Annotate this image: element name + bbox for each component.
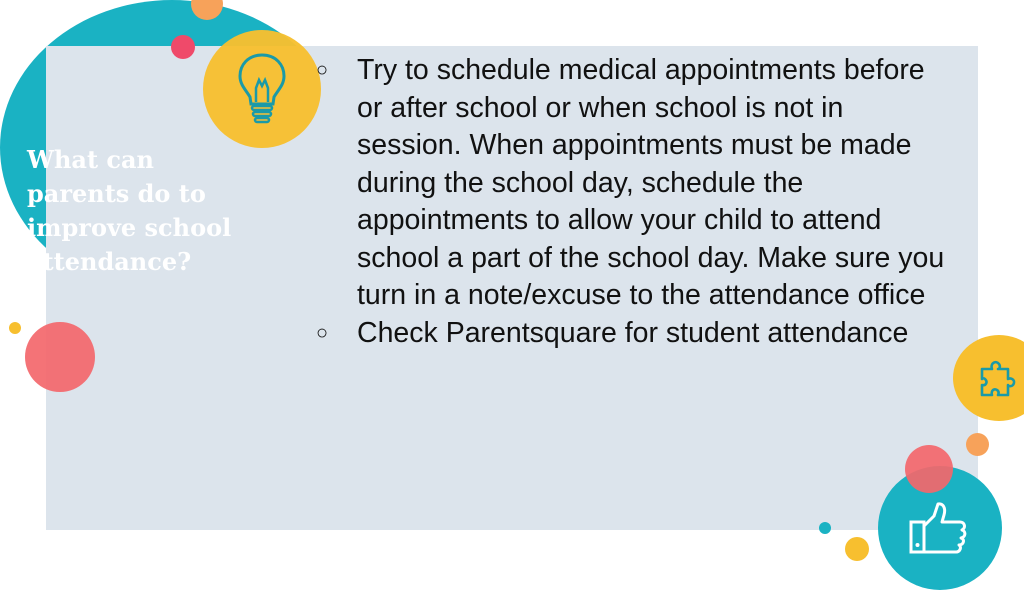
bullet-text: Check Parentsquare for student attendance — [357, 316, 909, 349]
lightbulb-icon — [236, 52, 288, 126]
thumbs-up-icon — [908, 500, 972, 556]
list-item — [310, 52, 950, 315]
decor-circle-coral-left — [25, 322, 95, 392]
decor-dot-yellow-small — [9, 322, 21, 334]
page-heading: What can parents do to improve school attendance? — [27, 145, 232, 276]
decor-dot-teal-small — [819, 522, 831, 534]
decor-dot-orange-right — [966, 433, 989, 456]
list-item — [310, 315, 950, 353]
decor-circle-coral-right — [905, 445, 953, 493]
decor-dot-yellow-bottom — [845, 537, 869, 561]
bullet-text: Try to schedule medical appointments before or after school or when school is not in session. When appointments must be made during the school day, schedule the appointments to allow your child to attend school a part of the school day. Make sure you turn in a note/excuse to the attendance office — [357, 54, 945, 311]
puzzle-piece-icon — [974, 355, 1020, 401]
bullet-list — [310, 52, 950, 352]
bullet-marker: ○ — [316, 321, 329, 344]
decor-dot-pink-top — [171, 35, 195, 59]
bullet-marker: ○ — [316, 59, 329, 81]
